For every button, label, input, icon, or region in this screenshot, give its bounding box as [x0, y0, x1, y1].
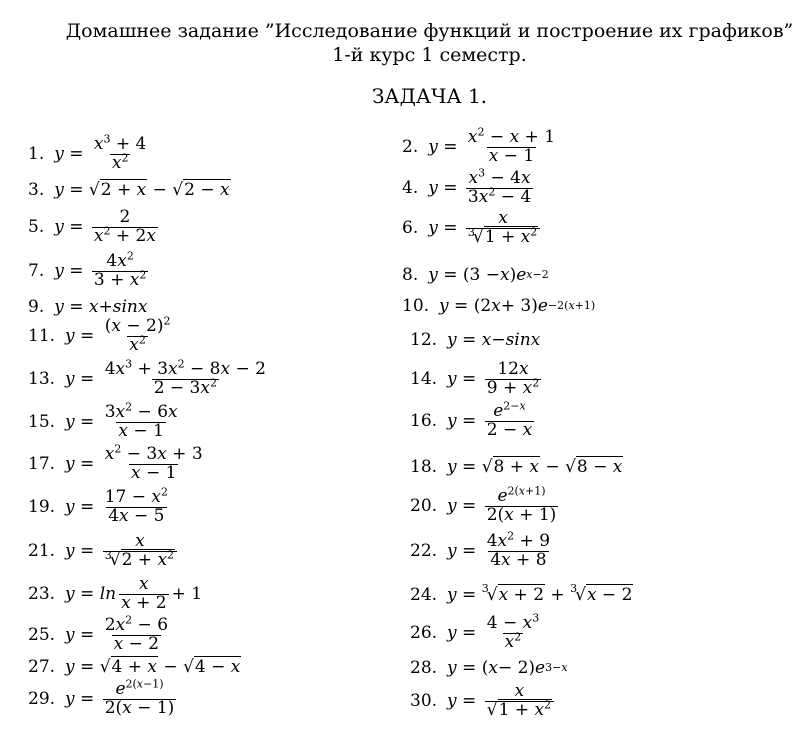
problem-number: 13.: [28, 369, 56, 390]
problem-number: 16.: [410, 411, 438, 432]
problem-number: 29.: [28, 689, 56, 710]
problem-11: [28, 314, 175, 355]
formula: y = $\frac{4x^2}{3 + x^2}$: [54, 249, 147, 290]
problem-number: 23.: [28, 584, 56, 605]
formula: y = $\frac{x^2 - x + 1}{x - 1}$: [428, 125, 556, 166]
formula: y = $\frac{2}{x^2 + 2x}$: [54, 207, 156, 246]
problem-number: 2.: [402, 137, 419, 158]
problem-21: [28, 533, 180, 570]
formula: y = $\frac{12x}{9 + x^2}$: [447, 359, 540, 398]
problem-number: 12.: [410, 330, 438, 350]
problem-8: [402, 265, 549, 285]
formula: y = $\frac{x}{^3√1 + x^2}$: [428, 210, 543, 247]
problem-number: 3.: [28, 179, 45, 200]
problem-29: [28, 677, 179, 718]
problem-number: 19.: [28, 497, 56, 518]
problem-number: 5.: [28, 217, 45, 238]
problem-19: [28, 485, 173, 526]
document-title: Домашнее задание ”Исследование функций и построение их графиков”: [65, 20, 794, 42]
formula: y = √ 8 + x − √ 8 − x: [447, 456, 623, 477]
problem-6: [402, 210, 543, 247]
problem-27: [28, 656, 241, 677]
formula: y = $\frac{x}{√1 + x^2}$: [447, 683, 557, 720]
formula: y = $\frac{17 - x^2}{4x - 5}$: [65, 485, 168, 526]
formula: y = ln $\frac{x}{x + 2}$ + 1: [65, 574, 203, 613]
problem-number: 11.: [28, 326, 56, 347]
problem-24: [410, 584, 633, 605]
problem-4: [402, 166, 536, 207]
problem-2: [402, 125, 560, 166]
problem-25: [28, 613, 173, 654]
formula: y = $\frac{x^2 - 3x + 3}{x - 1}$: [65, 442, 203, 483]
formula: y = $\frac{3x^2 - 6x}{x - 1}$: [65, 400, 178, 441]
document-subtitle: 1-й курс 1 семестр.: [332, 44, 527, 66]
formula: y = x + sinx: [54, 297, 148, 317]
problem-number: 15.: [28, 412, 56, 433]
problem-3: [28, 179, 231, 200]
formula: y = $\frac{4x^3 + 3x^2 - 8x - 2}{2 - 3x^2}$: [65, 357, 266, 398]
problem-20: [410, 484, 561, 525]
problem-number: 27.: [28, 656, 56, 677]
problem-30: [410, 683, 557, 720]
problem-number: 4.: [402, 178, 419, 199]
problem-number: 10.: [402, 296, 430, 316]
problem-number: 24.: [410, 584, 438, 605]
problem-number: 26.: [410, 623, 438, 644]
problem-number: 17.: [28, 454, 56, 475]
problem-18: [410, 456, 623, 477]
formula: y = x − sinx: [447, 330, 541, 350]
formula: y = 3 √ x + 2 + 3 √ x − 2: [447, 582, 633, 605]
formula: y = ( x − 2) e 3−x: [447, 658, 568, 678]
problem-22: [410, 529, 555, 570]
problem-number: 7.: [28, 261, 45, 282]
formula: y = (3 − x ) e x−2: [428, 265, 549, 285]
formula: y = $\frac{e^{2(x+1)}}{2(x + 1)}$: [447, 484, 557, 525]
problem-1: [28, 132, 151, 173]
problem-15: [28, 400, 183, 441]
problem-12: [410, 330, 540, 350]
problem-number: 18.: [410, 456, 438, 477]
problem-13: [28, 357, 271, 398]
problem-10: [402, 296, 595, 316]
problem-23: [28, 576, 202, 613]
problem-number: 8.: [402, 265, 419, 285]
problem-number: 25.: [28, 625, 56, 646]
formula: y = $\frac{4x^2 + 9}{4x + 8}$: [447, 529, 551, 570]
problem-9: [28, 297, 147, 317]
problem-7: [28, 249, 151, 290]
task-heading: ЗАДАЧА 1.: [371, 84, 488, 108]
formula: y = √ 2 + x − √ 2 − x: [54, 179, 230, 200]
formula: y = (2 x + 3) e −2(x+1): [439, 296, 596, 316]
problem-number: 21.: [28, 541, 56, 562]
formula: y = $\frac{x^3 - 4x}{3x^2 - 4}$: [428, 166, 532, 207]
formula: y = √ 4 + x − √ 4 − x: [65, 656, 241, 677]
problem-number: 30.: [410, 691, 438, 712]
formula: y = $\frac{x^3 + 4}{x^2}$: [54, 132, 147, 173]
problem-28: [410, 658, 568, 678]
formula: y = $\frac{2x^2 - 6}{x - 2}$: [65, 613, 169, 654]
problem-26: [410, 611, 544, 652]
problem-number: 6.: [402, 218, 419, 239]
formula: y = $\frac{(x - 2)^2}{x^2}$: [65, 314, 171, 355]
formula: y = $\frac{e^{2(x-1)}}{2(x - 1)}$: [65, 677, 175, 718]
formula: y = $\frac{e^{2-x}}{2 - x}$: [447, 399, 533, 440]
problem-5: [28, 209, 161, 246]
problem-number: 9.: [28, 297, 45, 317]
problem-14: [410, 361, 544, 398]
problem-number: 20.: [410, 496, 438, 517]
problem-number: 22.: [410, 541, 438, 562]
formula: y = $\frac{x}{^3√2 + x^2}$: [65, 533, 180, 570]
problem-number: 28.: [410, 658, 438, 678]
problem-number: 14.: [410, 369, 438, 390]
formula: y = $\frac{4 - x^3}{x^2}$: [447, 611, 540, 652]
problem-number: 1.: [28, 144, 45, 165]
problem-16: [410, 399, 537, 440]
problem-17: [28, 442, 208, 483]
